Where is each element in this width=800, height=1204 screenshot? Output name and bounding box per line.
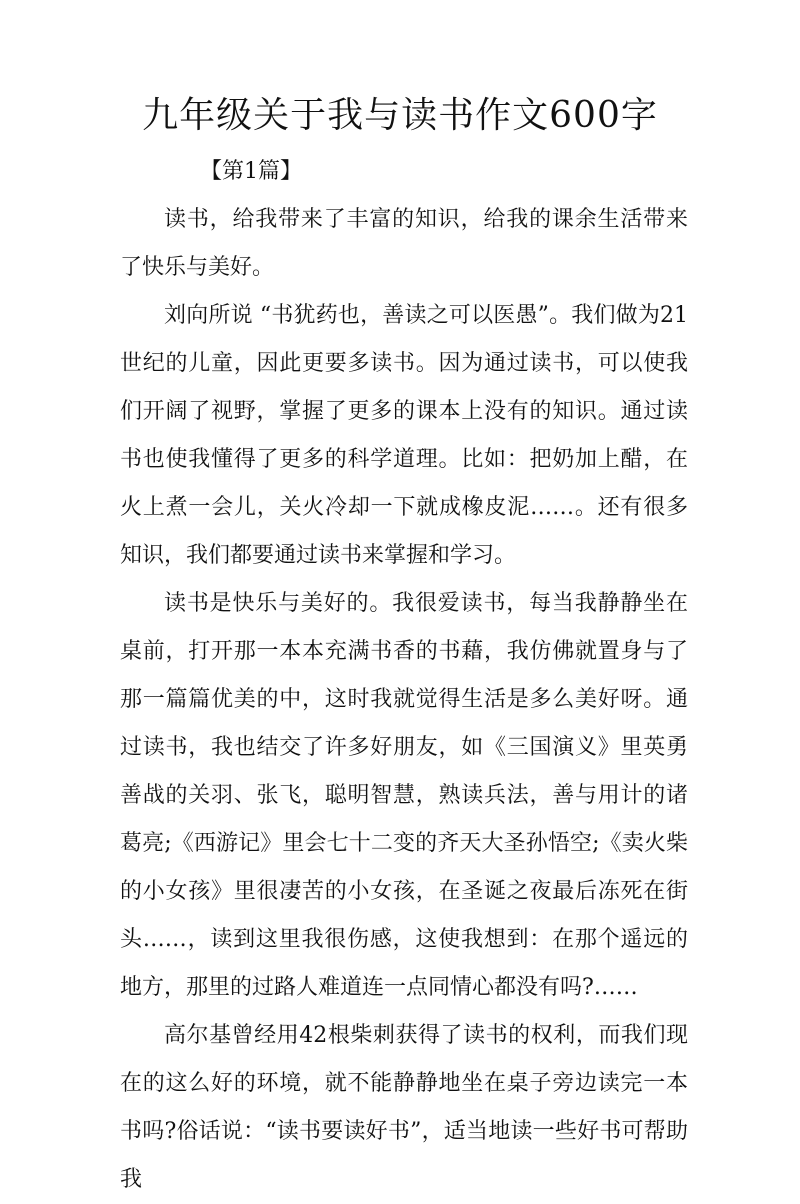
paragraph-2: 刘向所说 “书犹药也，善读之可以医愚”。我们做为21世纪的儿童，因此更要多读书。因为通过读书，可以使我们开阔了视野，掌握了更多的课本上没有的知识。通过读书也使我懂得了更多的科学道理。比如：把奶加上醋，在火上煮一会儿，关火冷却一下就成橡皮泥……。还有很多知识，我们都要通过读书来掌握和学习。	[120, 303, 688, 568]
section-heading: 【第1篇】	[200, 159, 302, 184]
paragraph-4: 高尔基曾经用42根柴刺获得了读书的权利，而我们现在的这么好的环境，就不能静静地坐在桌子旁边读完一本书吗?俗话说：“读书要读好书”，适当地读一些好书可帮助我	[120, 1023, 688, 1192]
document-title: 九年级关于我与读书作文600字	[142, 95, 658, 136]
document-body	[120, 196, 688, 1204]
paragraph-1: 读书，给我带来了丰富的知识，给我的课余生活带来了快乐与美好。	[120, 207, 688, 280]
paragraph-3: 读书是快乐与美好的。我很爱读书，每当我静静坐在桌前，打开那一本本充满书香的书藉，我仿佛就置身与了那一篇篇优美的中，这时我就觉得生活是多么美好呀。通过读书，我也结交了许多好朋友，如《三国演义》里英勇善战的关羽、张飞，聪明智慧，熟读兵法，善与用计的诸葛亮;《西游记》里会七十二变的齐天大圣孙悟空;《卖火柴的小女孩》里很凄苦的小女孩，在圣诞之夜最后冻死在街头……，读到这里我很伤感，这使我想到：在那个遥远的地方，那里的过路人难道连一点同情心都没有吗?……	[120, 591, 688, 1000]
